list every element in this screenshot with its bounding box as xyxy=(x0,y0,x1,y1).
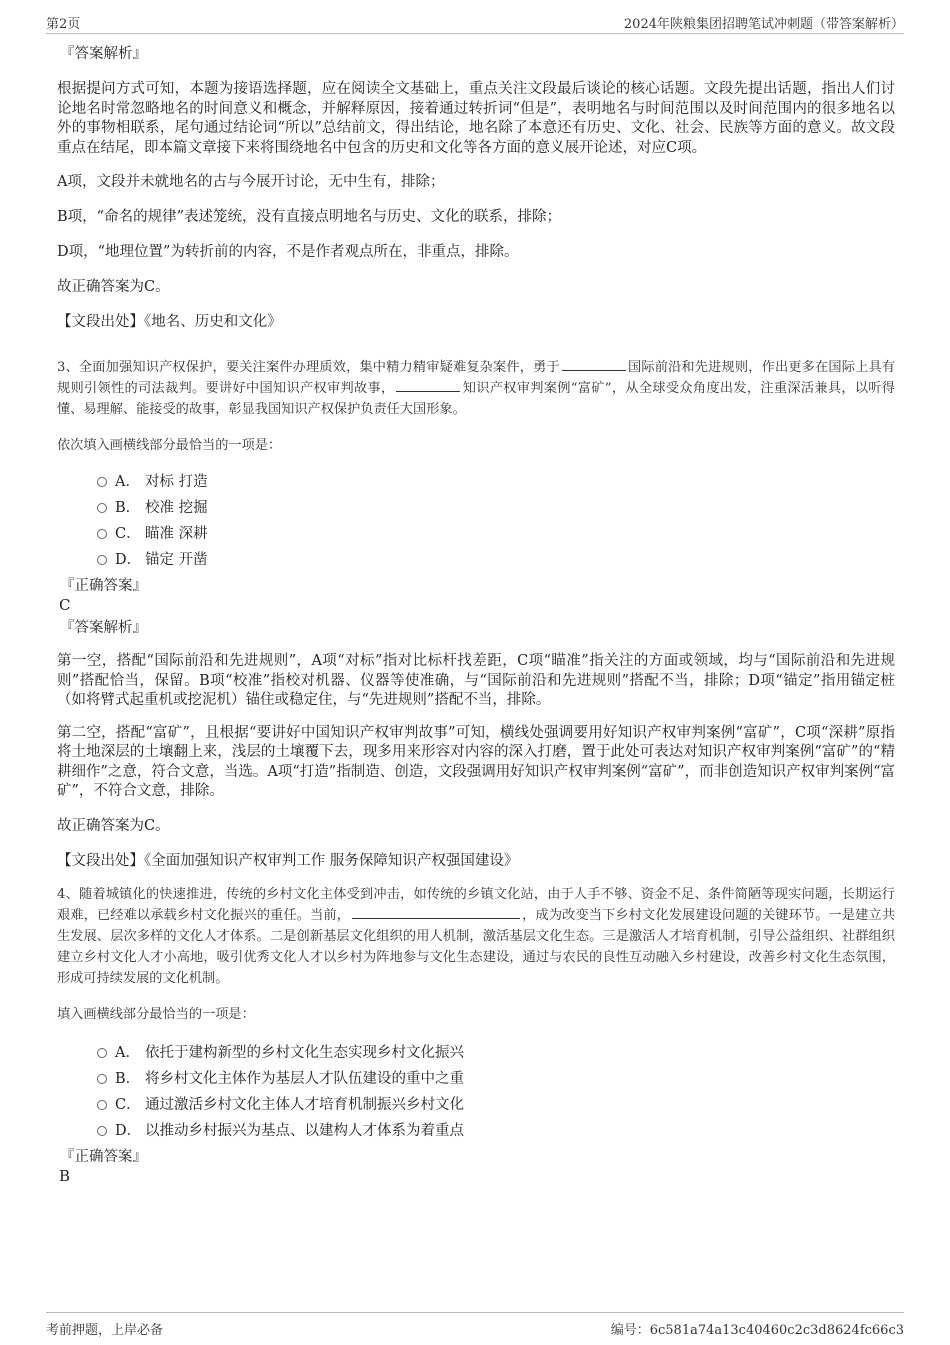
option-c[interactable]: C． 通过激活乡村文化主体人才培育机制振兴乡村文化 xyxy=(97,1092,895,1118)
option-a[interactable]: A． 对标 打造 xyxy=(97,469,895,495)
fill-blank xyxy=(562,358,626,371)
option-b[interactable]: B． 校准 挖掘 xyxy=(97,495,895,521)
radio-icon[interactable] xyxy=(97,555,107,565)
analysis-conclusion: 故正确答案为C。 xyxy=(57,279,170,295)
radio-icon[interactable] xyxy=(97,529,107,539)
question-prompt: 填入画横线部分最恰当的一项是： xyxy=(57,1006,255,1022)
option-d[interactable]: D． 锚定 开凿 xyxy=(97,547,895,573)
question-3 xyxy=(57,357,895,871)
radio-icon[interactable] xyxy=(97,477,107,487)
page-header xyxy=(46,0,904,34)
q2-analysis-block xyxy=(57,44,895,332)
source-citation: 【文段出处】《全面加强知识产权审判工作 服务保障知识产权强国建设》 xyxy=(57,852,519,869)
question-text: 4、随着城镇化的快速推进，传统的乡村文化主体受到冲击，如传统的乡镇文化站，由于人手不够、资金不足、条件简陋等现实问题，长期运行艰难，已经难以承载乡村文化振兴的重任。当前， ，成为改变当下乡村文化发展建设问题的关键环节。一是建立共生发展、层次多样的文化人才体系。二是创新基层文化组织的用人机制，激活基层文化生态。三是激活人才培育机制，引导公益组织、社群组织建立乡村文化人才小高地，吸引优秀文化人才以乡村为阵地参与文化生态建设，通过与农民的良性互动融入乡村建设，改善乡村文化生态氛围，形成可持续发展的文化机制。 xyxy=(57,886,896,986)
analysis-option-b: B项，“命名的规律”表述笼统，没有直接点明地名与历史、文化的联系，排除； xyxy=(57,209,561,225)
analysis-text-2: 第二空，搭配“富矿”，且根据“要讲好中国知识产权审判故事”可知，横线处强调要用好知识产权审判案例“富矿”，C项“深耕”原指将土地深层的土壤翻上来，浅层的土壤覆下去，现多用来形容对内容的深入打磨，置于此处可表达对知识产权审判案例“富矿”的“精耕细作”之意，符合文意，当选。A项“打造”指制造、创造，文段强调用好知识产权审判案例“富矿”，而非创造知识产权审判案例“富矿”，不符合文意，排除。 xyxy=(57,724,895,799)
analysis-option-a: A项，文段并未就地名的古与今展开讨论，无中生有，排除； xyxy=(57,174,445,190)
analysis-text-1: 第一空，搭配“国际前沿和先进规则”，A项“对标”指对比标杆找差距，C项“瞄准”指关注的方面或领域，均与“国际前沿和先进规则”搭配恰当，保留。B项“校准”指校对机器、仪器等使准确，与“国际前沿和先进规则”搭配不当，排除；D项“锚定”指用锚定桩（如将臂式起重机或挖泥机）锚住或稳定住，与“先进规则”搭配不当，排除。 xyxy=(57,653,895,708)
analysis-label: 『答案解析』 xyxy=(60,620,147,636)
radio-icon[interactable] xyxy=(97,1048,107,1058)
radio-icon[interactable] xyxy=(97,503,107,513)
answer-label: 『正确答案』 xyxy=(60,1148,147,1165)
fill-blank xyxy=(352,906,520,919)
correct-answer: C xyxy=(59,596,71,614)
correct-answer: B xyxy=(59,1166,71,1185)
analysis-label: 『答案解析』 xyxy=(60,46,147,62)
radio-icon[interactable] xyxy=(97,1074,107,1084)
option-list xyxy=(97,469,895,573)
document-id: 编号：6c581a74a13c40460c2c3d8624fc66c3 xyxy=(610,1323,904,1338)
option-a[interactable]: A． 依托于建构新型的乡村文化生态实现乡村文化振兴 xyxy=(97,1040,895,1066)
page-footer xyxy=(46,1312,904,1345)
answer-label: 『正确答案』 xyxy=(60,578,147,594)
footer-slogan: 考前押题，上岸必备 xyxy=(46,1323,164,1338)
option-b[interactable]: B． 将乡村文化主体作为基层人才队伍建设的重中之重 xyxy=(97,1066,895,1092)
option-d[interactable]: D． 以推动乡村振兴为基点、以建构人才体系为着重点 xyxy=(97,1118,895,1144)
radio-icon[interactable] xyxy=(97,1126,107,1136)
page-number: 第2页 xyxy=(46,17,81,32)
option-list xyxy=(97,1040,895,1144)
option-c[interactable]: C． 瞄准 深耕 xyxy=(97,521,895,547)
fill-blank xyxy=(396,379,460,392)
analysis-text: 根据提问方式可知，本题为接语选择题，应在阅读全文基础上，重点关注文段最后谈论的核心话题。文段先提出话题，指出人们讨论地名时常忽略地名的时间意义和概念，并解释原因，接着通过转折词“但是”，表明地名与时间范围以及时间范围内的很多地名以外的事物相联系，尾句通过结论词“所以”总结前文，得出结论，地名除了本意还有历史、文化、社会、民族等方面的意义。故文段重点在结尾，即本篇文章接下来将围绕地名中包含的历史和文化等各方面的意义展开论述，对应C项。 xyxy=(57,81,895,156)
radio-icon[interactable] xyxy=(97,1100,107,1110)
source-citation: 【文段出处】《地名、历史和文化》 xyxy=(57,314,282,330)
page-content xyxy=(57,44,895,1185)
question-prompt: 依次填入画横线部分最恰当的一项是： xyxy=(57,438,282,453)
analysis-option-d: D项，“地理位置”为转折前的内容，不是作者观点所在，非重点，排除。 xyxy=(57,244,519,260)
document-title: 2024年陕粮集团招聘笔试冲刺题（带答案解析） xyxy=(623,17,904,32)
question-4 xyxy=(57,884,895,1185)
question-text: 3、全面加强知识产权保护，要关注案件办理质效，集中精力精审疑难复杂案件，勇于 国际前沿和先进规则，作出更多在国际上具有规则引领性的司法裁判。要讲好中国知识产权审判故事， 知识产权审判案例“富矿”，从全球受众角度出发，注重深活兼具，以听得懂、易理解、能接受的故事，彰显我国知识产权保护负责任大国形象。 xyxy=(57,360,895,417)
analysis-conclusion: 故正确答案为C。 xyxy=(57,817,170,834)
